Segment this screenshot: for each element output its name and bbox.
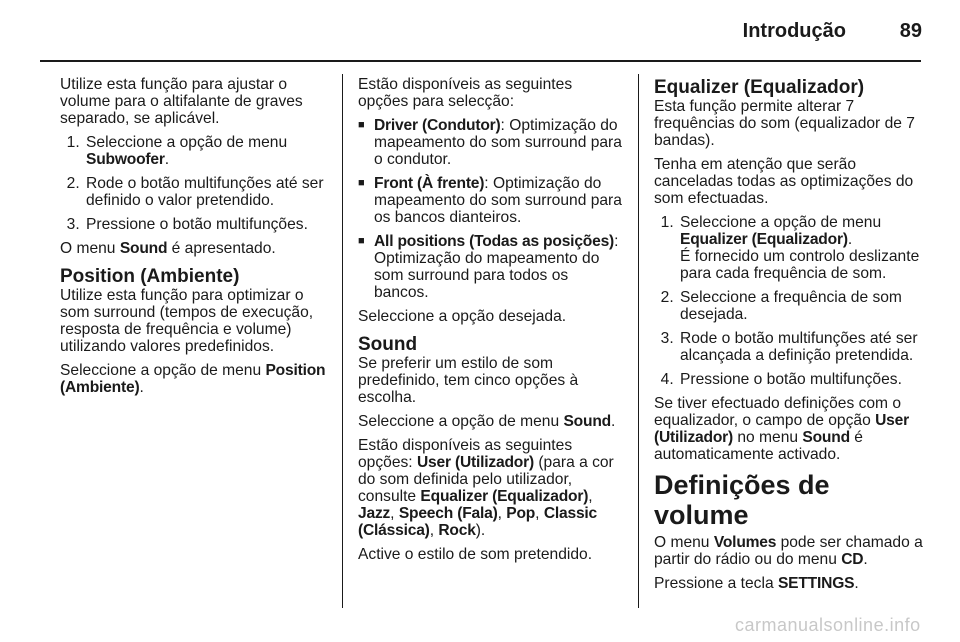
volume-text: O menu Volumes pode ser chamado a partir do rádio ou do menu CD. <box>654 534 923 568</box>
position-select: Seleccione a opção de menu Position (Ambiente). <box>60 362 326 396</box>
sound-menu-line: O menu Sound é apresentado. <box>60 240 276 257</box>
volume-heading: Definições de volume <box>654 470 830 530</box>
step-1: 1. Seleccione a opção de menu Subwoofer. <box>84 134 326 168</box>
position-heading: Position (Ambiente) <box>60 266 240 287</box>
bullet-icon: ■ <box>358 119 365 131</box>
step-3: 3. Pressione o botão multifunções. <box>84 216 326 233</box>
eq-step-4: 4. Pressione o botão multifunções. <box>678 371 924 388</box>
equalizer-steps <box>654 214 924 388</box>
equalizer-text: Esta função permite alterar 7 frequências do som (equalizador de 7 bandas). <box>654 98 915 149</box>
select-desired: Seleccione a opção desejada. <box>358 308 567 325</box>
option-driver: ■ Driver (Condutor): Optimização do mapeamento do som surround para o condutor. <box>358 117 622 168</box>
sound-text: Se preferir um estilo de som predefinido, tem cinco opções à escolha. <box>358 355 579 406</box>
sound-heading: Sound <box>358 334 418 355</box>
column-divider-2 <box>638 74 639 608</box>
activate-style: Active o estilo de som pretendido. <box>358 546 593 563</box>
equalizer-note: Tenha em atenção que serão canceladas todas as optimizações do som efectuadas. <box>654 156 914 207</box>
subwoofer-steps <box>60 134 326 233</box>
bullet-icon: ■ <box>358 177 365 189</box>
sound-styles: Estão disponíveis as seguintes opções: User (Utilizador) (para a cor do som definida pelo utilizador, consulte Equalizer (Equalizador), Jazz, Speech (Fala), Pop, Classic (Clássica), Rock). <box>358 437 614 539</box>
equalizer-heading: Equalizer (Equalizador) <box>654 77 865 98</box>
sound-select: Seleccione a opção de menu Sound. <box>358 413 616 430</box>
column-divider-1 <box>342 74 343 608</box>
page-number: 89 <box>899 20 922 42</box>
options-intro: Estão disponíveis as seguintes opções para selecção: <box>358 76 573 110</box>
position-text: Utilize esta função para optimizar o som surround (tempos de execução, resposta de frequência e volume) utilizando valores predefinidos. <box>60 287 314 355</box>
press-settings: Pressione a tecla SETTINGS. <box>654 575 859 592</box>
section-title: Introdução <box>742 20 846 42</box>
header-divider <box>40 60 921 62</box>
bullet-icon: ■ <box>358 235 365 247</box>
option-front: ■ Front (À frente): Optimização do mapeamento do som surround para os bancos dianteiros. <box>358 175 622 226</box>
watermark: carmanualsonline.info <box>735 615 921 635</box>
option-all-positions: ■ All positions (Todas as posições): Optimização do mapeamento do som surround para todos os bancos. <box>358 233 619 301</box>
eq-step-1: 1. Seleccione a opção de menu Equalizer (Equalizador). É fornecido um controlo deslizante para cada frequência de som. <box>678 214 924 282</box>
equalizer-after: Se tiver efectuado definições com o equalizador, o campo de opção User (Utilizador) no menu Sound é automaticamente activado. <box>654 395 909 463</box>
eq-step-3: 3. Rode o botão multifunções até ser alcançada a definição pretendida. <box>678 330 924 364</box>
eq-step-1-note: É fornecido um controlo deslizante para cada frequência de som. <box>680 248 920 282</box>
column-1 <box>60 76 326 403</box>
subwoofer-intro: Utilize esta função para ajustar o volume para o altifalante de graves separado, se aplicável. <box>60 76 303 127</box>
column-2 <box>358 76 624 570</box>
column-3 <box>654 76 924 599</box>
eq-step-2: 2. Seleccione a frequência de som desejada. <box>678 289 924 323</box>
step-2: 2. Rode o botão multifunções até ser definido o valor pretendido. <box>84 175 326 209</box>
position-options-list <box>358 117 624 301</box>
